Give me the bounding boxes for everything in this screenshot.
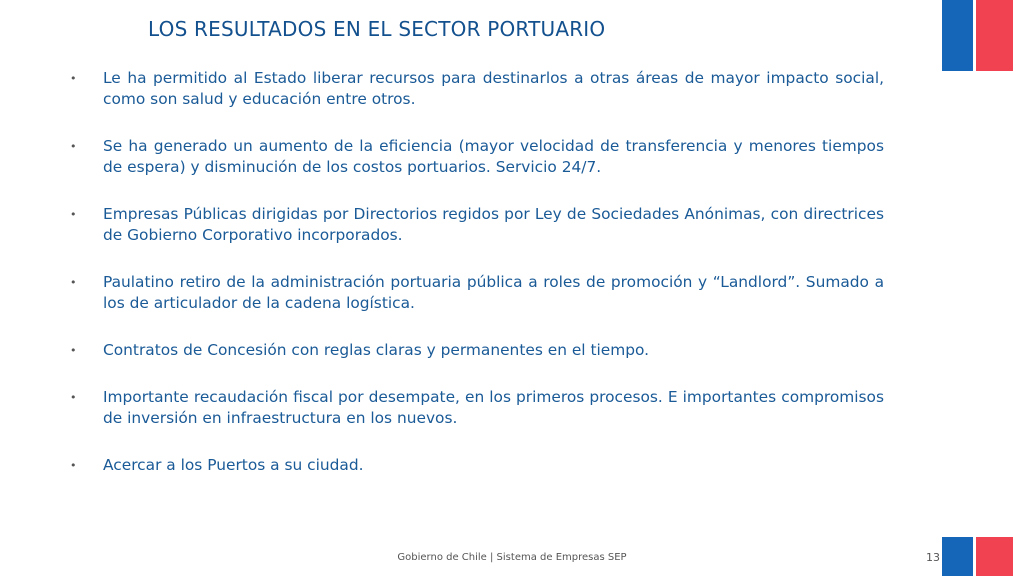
bullet-text: Contratos de Concesión con reglas claras y permanentes en el tiempo. [103, 341, 650, 359]
bullet-text: Empresas Públicas dirigidas por Directorios regidos por Ley de Sociedades Anónimas, con directrices de Gobierno Corporativo incorporados. [103, 205, 884, 244]
bullet-item [70, 340, 884, 361]
flag-red-stripe [976, 0, 1013, 71]
flag-blue-stripe [942, 537, 973, 576]
bullet-marker: • [70, 140, 77, 153]
bullet-item [70, 204, 884, 246]
bullet-text: Acercar a los Puertos a su ciudad. [103, 456, 364, 474]
bullet-item [70, 272, 884, 314]
flag-red-stripe [976, 537, 1013, 576]
bullet-marker: • [70, 208, 77, 221]
bullet-marker: • [70, 459, 77, 472]
chile-flag-stripe-top [942, 0, 1016, 71]
bullet-marker: • [70, 276, 77, 289]
bullet-text: Se ha generado un aumento de la eficiencia (mayor velocidad de transferencia y menores tiempos de espera) y disminución de los costos portuarios. Servicio 24/7. [103, 137, 884, 176]
slide-footer: Gobierno de Chile | Sistema de Empresas SEP [397, 552, 627, 563]
bullet-text: Le ha permitido al Estado liberar recursos para destinarlos a otras áreas de mayor impacto social, como son salud y educación entre otros. [103, 69, 884, 108]
page-number: 13 [926, 551, 940, 564]
bullet-item [70, 387, 884, 429]
bullet-marker: • [70, 344, 77, 357]
bullet-item [70, 136, 884, 178]
flag-blue-stripe [942, 0, 973, 71]
bullet-item [70, 68, 884, 110]
chile-flag-stripe-bottom [942, 537, 1016, 576]
bullet-text: Importante recaudación fiscal por desempate, en los primeros procesos. E importantes compromisos de inversión en infraestructura en los nuevos. [103, 388, 884, 427]
bullet-marker: • [70, 72, 77, 85]
bullet-list [70, 68, 884, 502]
slide-title: LOS RESULTADOS EN EL SECTOR PORTUARIO [148, 17, 606, 41]
bullet-marker: • [70, 391, 77, 404]
bullet-item [70, 455, 884, 476]
bullet-text: Paulatino retiro de la administración portuaria pública a roles de promoción y “Landlord”. Sumado a los de articulador de la cadena logística. [103, 273, 884, 312]
